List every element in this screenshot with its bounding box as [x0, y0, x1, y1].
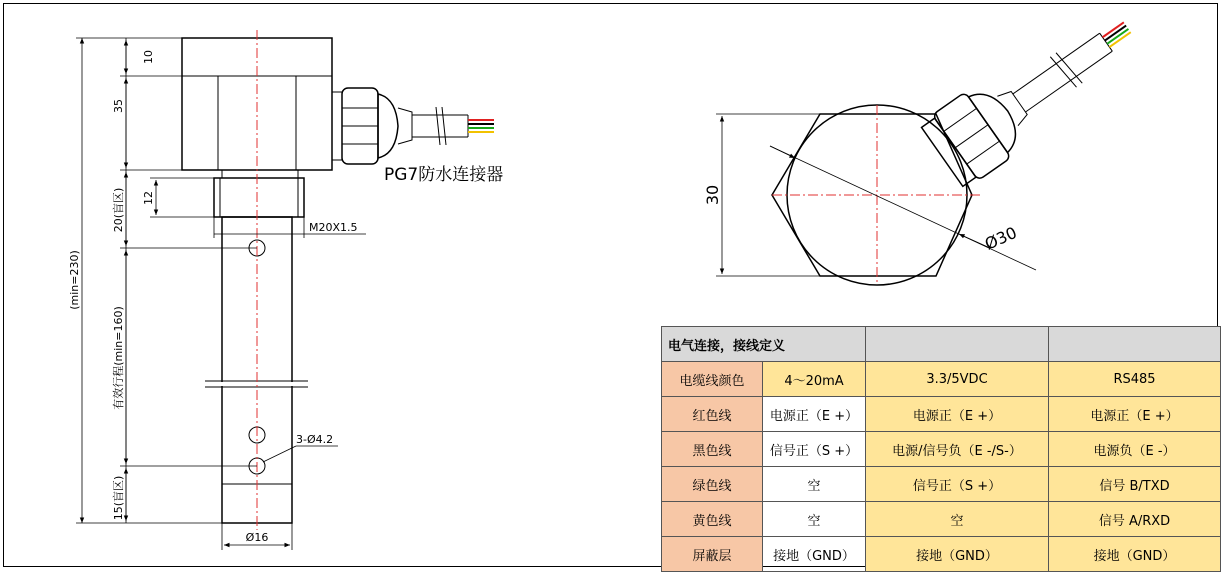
- row-label: 屏蔽层: [662, 537, 763, 572]
- table-row: [662, 467, 1221, 502]
- angled-gland-line-2: [955, 125, 988, 148]
- table-row: [662, 432, 1221, 467]
- row-col1: 接地（GND）: [763, 537, 866, 572]
- wiring-title: 电气连接，接线定义: [662, 327, 866, 362]
- row-col1: 信号正（S +）: [763, 432, 866, 467]
- sensor-tube: [222, 217, 292, 523]
- wiring-header-col1: 4～20mA: [763, 362, 866, 397]
- dim-total-length: (min=230): [68, 250, 81, 310]
- dim-head-cap: 10: [142, 50, 155, 64]
- row-col2: 电源正（E +）: [866, 397, 1049, 432]
- row-col2: 信号正（S +）: [866, 467, 1049, 502]
- side-view: [68, 30, 503, 550]
- row-col1: 空: [763, 502, 866, 537]
- row-col1: 空: [763, 467, 866, 502]
- row-col2: 空: [866, 502, 1049, 537]
- row-col3: 电源正（E +）: [1049, 397, 1221, 432]
- row-label: 黄色线: [662, 502, 763, 537]
- angled-gland-line-3: [967, 141, 1000, 164]
- table-row: [662, 502, 1221, 537]
- dim-holes: 3-Ø4.2: [296, 433, 334, 446]
- dim-head-body: 35: [112, 99, 125, 113]
- row-col2: 电源/信号负（E -/S-）: [866, 432, 1049, 467]
- gland-base: [332, 92, 342, 160]
- row-label: 绿色线: [662, 467, 763, 502]
- row-col3: 信号 B/TXD: [1049, 467, 1221, 502]
- connector-label: PG7防水连接器: [384, 165, 504, 185]
- dim-stroke: 有效行程(min=160): [112, 306, 125, 410]
- angled-cable-bottom: [1025, 51, 1112, 112]
- dim-diameter-arrow-1: [770, 146, 795, 158]
- row-col3: 信号 A/RXD: [1049, 502, 1221, 537]
- gland-cap: [378, 94, 398, 158]
- row-col3: 接地（GND）: [1049, 537, 1221, 572]
- gland-taper: [398, 108, 412, 144]
- wiring-header-col2: 3.3/5VDC: [866, 362, 1049, 397]
- dim-diameter-line: [770, 146, 1036, 270]
- wiring-header-col3: RS485: [1049, 362, 1221, 397]
- wiring-title-blank-2: [1049, 327, 1221, 362]
- row-col1: 电源正（E +）: [763, 397, 866, 432]
- dim-thread-length: 12: [142, 191, 155, 205]
- table-row: [662, 537, 1221, 572]
- wiring-header-row: [662, 362, 1221, 397]
- side-wires: [468, 120, 494, 132]
- dim-top-blind: 20(盲区): [112, 187, 125, 233]
- dim-holes-leader: [263, 446, 296, 462]
- cable-break-2: [442, 107, 446, 145]
- dim-tube-diameter: Ø16: [245, 531, 269, 544]
- dim-diameter: Ø30: [981, 222, 1020, 254]
- angled-gland-line-1: [944, 108, 977, 131]
- row-col2: 接地（GND）: [866, 537, 1049, 572]
- cable-break-1: [436, 107, 440, 145]
- row-label: 红色线: [662, 397, 763, 432]
- dim-height: 30: [703, 184, 722, 206]
- dim-bottom-blind: 15(盲区): [112, 475, 125, 521]
- dim-thread-spec: M20X1.5: [309, 221, 358, 234]
- wiring-title-blank-1: [866, 327, 1049, 362]
- table-row: [662, 397, 1221, 432]
- row-col3: 电源负（E -）: [1049, 432, 1221, 467]
- wiring-title-row: [662, 327, 1221, 362]
- top-view: [703, 0, 1150, 285]
- sensor-neck: [222, 170, 298, 178]
- wiring-header-label: 电缆线颜色: [662, 362, 763, 397]
- thread-section: [214, 178, 304, 217]
- angled-gland: [919, 0, 1150, 190]
- row-label: 黑色线: [662, 432, 763, 467]
- wiring-table: [661, 326, 1221, 572]
